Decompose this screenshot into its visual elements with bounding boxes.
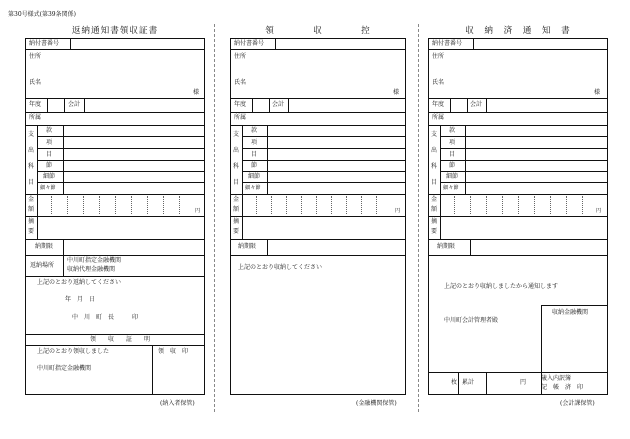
- form1-return-place-1: 中川町指定金融機関: [67, 257, 122, 264]
- form1-v-gaku: 額: [27, 206, 34, 213]
- form1-receipt-title: 領 収 証 明: [90, 336, 151, 343]
- form1-return-place-2: 収納代理金融機関: [67, 266, 116, 273]
- form2-v-you: 要: [232, 228, 239, 235]
- form1-sama: 様: [193, 89, 200, 96]
- form3-accountant: 中川町会計管理者殿: [444, 317, 499, 324]
- form2-moku: 目: [251, 151, 258, 158]
- form3-total-label: 累計: [462, 379, 475, 386]
- form3-address-label: 住所: [432, 53, 445, 60]
- form3-moku: 目: [449, 151, 456, 158]
- form2-kou: 項: [251, 139, 258, 146]
- form2-v-ka: 科: [232, 163, 239, 170]
- form3-bank-seal-label: 収納金融機関: [552, 309, 589, 316]
- form2-address-label: 住所: [234, 53, 247, 60]
- form1-mayor: 中 川 町 長: [72, 314, 115, 321]
- form3-title: 収 納 済 通 知 書: [465, 26, 571, 36]
- form2-deadline-label: 納期限: [238, 243, 257, 250]
- form1-footer: (納入者保管): [160, 400, 195, 407]
- form1-notice-number-label: 納付書番号: [29, 40, 60, 47]
- form2-received-statement: 上記のとおり収納してください: [238, 264, 323, 271]
- form2-department-label: 所属: [234, 114, 247, 121]
- form1-v-moku: 目: [27, 179, 34, 186]
- form3-ledger-2: 記 帳 済 印: [541, 384, 584, 391]
- form1-v-shutsu: 出: [27, 147, 34, 154]
- form2-v-shi: 支: [232, 131, 239, 138]
- form1-v-kin: 金: [27, 196, 34, 203]
- form3-v-you: 要: [430, 228, 437, 235]
- form3-v-ka: 科: [430, 163, 437, 170]
- form3-v-gaku: 額: [430, 206, 437, 213]
- form1-return-statement: 上記のとおり返納してください: [37, 279, 122, 286]
- form1-receipt-seal: 領 収 印: [158, 348, 189, 355]
- form3-setsu: 節: [449, 162, 456, 169]
- form2-v-shutsu: 出: [232, 147, 239, 154]
- form2-yen: 円: [395, 208, 401, 214]
- form1-v-ka: 科: [27, 163, 34, 170]
- form3-v-moku: 目: [430, 179, 437, 186]
- form2-account-label: 会計: [272, 101, 285, 108]
- form2-fiscal-year-label: 年度: [234, 101, 247, 108]
- form2-v-kin: 金: [232, 196, 239, 203]
- form1-deadline-label: 納期限: [35, 243, 54, 250]
- form1-kuan: 款: [46, 127, 53, 134]
- form3-department-label: 所属: [432, 114, 445, 121]
- form3-v-shi: 支: [430, 131, 437, 138]
- form2-saisaisetsu: 細々節: [245, 185, 261, 191]
- form2-setsu: 節: [251, 162, 258, 169]
- form3-notice-statement: 上記のとおり収納しましたから通知します: [444, 283, 559, 290]
- form3-footer: (会計課保管): [560, 400, 595, 407]
- form1-v-you: 要: [27, 228, 34, 235]
- form2-footer: (金融機関保管): [356, 400, 397, 407]
- form3-fiscal-year-label: 年度: [432, 101, 445, 108]
- form3-saisetsu: 細節: [446, 173, 459, 180]
- form1-title: 返納通知書領収証書: [71, 26, 159, 36]
- form1-moku: 目: [46, 151, 53, 158]
- form3-name-label: 氏名: [432, 79, 445, 86]
- form2-v-gaku: 額: [232, 206, 239, 213]
- form3-yen-end: 円: [520, 379, 527, 386]
- form3-kou: 項: [449, 139, 456, 146]
- form3-notice-number-label: 納付書番号: [432, 40, 463, 47]
- form3-v-shutsu: 出: [430, 147, 437, 154]
- form3-kuan: 款: [449, 127, 456, 134]
- form3-ledger-1: 歳入内訳簿: [541, 375, 572, 382]
- form1-v-shi: 支: [27, 131, 34, 138]
- form1-saisetsu: 細節: [43, 173, 56, 180]
- cut-line-2: [418, 24, 419, 412]
- form2-name-label: 氏名: [234, 79, 247, 86]
- form3-v-teki: 摘: [430, 218, 437, 225]
- form1-setsu: 節: [46, 162, 53, 169]
- form2-saisetsu: 細節: [248, 173, 261, 180]
- form1-v-teki: 摘: [27, 218, 34, 225]
- form3-deadline-label: 納期限: [437, 243, 456, 250]
- form-number: 第30号様式(第39条関係): [8, 11, 76, 18]
- form2-sama: 様: [393, 89, 400, 96]
- form2-notice-number-label: 納付書番号: [234, 40, 265, 47]
- form1-department-label: 所属: [29, 114, 42, 121]
- form1-saisaisetsu: 細々節: [40, 185, 56, 191]
- form3-count-unit: 枚: [451, 379, 458, 386]
- form2-title: 領 収 控: [265, 26, 371, 36]
- form1-mayor-seal: 印: [132, 314, 139, 321]
- form3-v-kin: 金: [430, 196, 437, 203]
- form3-yen: 円: [596, 208, 602, 214]
- form1-received-statement: 上記のとおり領収しました: [37, 348, 110, 355]
- form1-address-label: 住所: [29, 53, 42, 60]
- form3-saisaisetsu: 細々節: [443, 185, 459, 191]
- cut-line-1: [214, 24, 215, 412]
- form1-account-label: 会計: [68, 101, 81, 108]
- form1-name-label: 氏名: [29, 79, 42, 86]
- form1-return-place-label: 返納場所: [30, 262, 55, 269]
- form1-kou: 項: [46, 139, 53, 146]
- form3-account-label: 会計: [470, 101, 483, 108]
- form1-yen: 円: [195, 208, 201, 214]
- form3-sama: 様: [594, 89, 601, 96]
- form1-bank: 中川町指定金融機関: [37, 365, 92, 372]
- form2-v-moku: 目: [232, 179, 239, 186]
- form1-date-label: 年 月 日: [65, 296, 96, 303]
- form2-kuan: 款: [251, 127, 258, 134]
- form2-v-teki: 摘: [232, 218, 239, 225]
- form1-fiscal-year-label: 年度: [29, 101, 42, 108]
